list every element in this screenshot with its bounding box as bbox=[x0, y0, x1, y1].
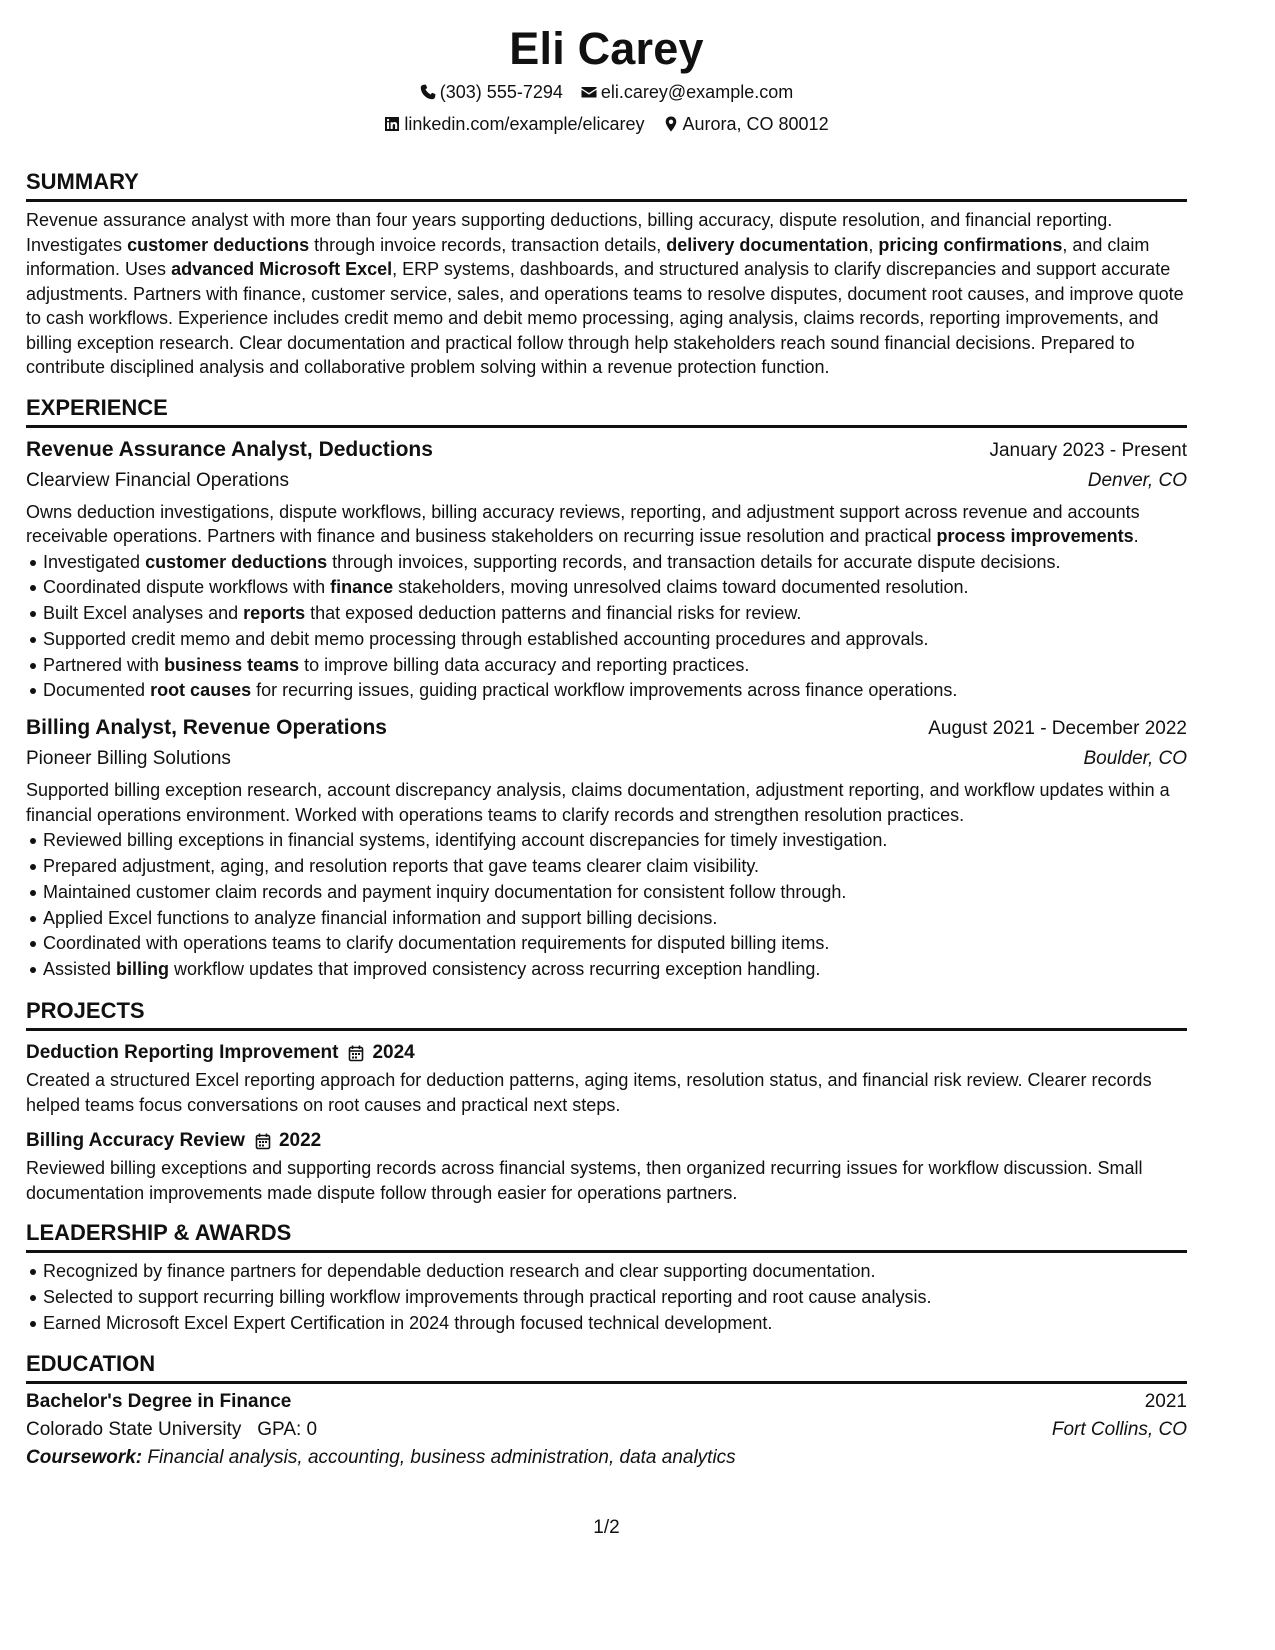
bullet-item: Applied Excel functions to analyze financial information and support billing decisions. bbox=[26, 906, 1187, 932]
bullet-item: Assisted billing workflow updates that improved consistency across recurring exception handling. bbox=[26, 957, 1187, 983]
bullet-item: Investigated customer deductions through invoices, supporting records, and transaction details for accurate dispute decisions. bbox=[26, 550, 1187, 576]
job-location: Denver, CO bbox=[1087, 469, 1187, 491]
linkedin-contact[interactable] bbox=[384, 112, 644, 136]
job-description: Supported billing exception research, account discrepancy analysis, claims documentation, adjustment reporting, and workflow updates within a financial operations environment. Worked with operations teams to clarify records and strengthen resolution practices. bbox=[26, 780, 1170, 825]
bullet-item: Coordinated with operations teams to clarify documentation requirements for disputed billing items. bbox=[26, 931, 1187, 957]
job-title: Billing Analyst, Revenue Operations bbox=[26, 716, 387, 740]
section-title-education: EDUCATION bbox=[26, 1350, 1187, 1384]
section-title-leadership: LEADERSHIP & AWARDS bbox=[26, 1219, 1187, 1253]
bullet-item: Earned Microsoft Excel Expert Certification in 2024 through focused technical development. bbox=[26, 1311, 1187, 1337]
bullet-item: Selected to support recurring billing workflow improvements through practical reporting and root cause analysis. bbox=[26, 1285, 1187, 1311]
candidate-name: Eli Carey bbox=[509, 23, 704, 74]
project-entry bbox=[26, 1127, 1187, 1205]
bullet-item: Built Excel analyses and reports that exposed deduction patterns and financial risks for review. bbox=[26, 601, 1187, 627]
calendar-icon bbox=[255, 1133, 271, 1150]
section-title-projects: PROJECTS bbox=[26, 997, 1187, 1031]
map-pin-icon bbox=[663, 116, 679, 132]
bullet-item: Reviewed billing exceptions in financial systems, identifying account discrepancies for timely investigation. bbox=[26, 828, 1187, 854]
experience-section bbox=[26, 394, 1187, 984]
phone-contact bbox=[420, 80, 563, 104]
bullet-item: Prepared adjustment, aging, and resolution reports that gave teams clearer claim visibility. bbox=[26, 854, 1187, 880]
summary-text: Revenue assurance analyst with more than four years supporting deductions, billing accuracy, dispute resolution, and financial reporting. Investigates customer deductions through invoice records, transaction details, delivery documentation, pricing confirmations, and claim information. Uses advanced Microsoft Excel, ERP systems, dashboards, and structured analysis to clarify discrepancies and support accurate adjustments. Partners with finance, customer service, sales, and operations teams to resolve disputes, document root causes, and improve quote to cash workflows. Experience includes credit memo and debit memo processing, aging analysis, claims records, reporting improvements, and billing exception research. Clear documentation and practical follow through help stakeholders reach sound financial decisions. Prepared to contribute disciplined analysis and collaborative problem solving within a revenue protection function. bbox=[26, 210, 1184, 377]
project-entry bbox=[26, 1039, 1187, 1117]
project-description: Reviewed billing exceptions and supporting records across financial systems, then organized recurring issues for workflow discussion. Small documentation improvements made dispute follow through easier for operations partners. bbox=[26, 1158, 1143, 1203]
linkedin-text[interactable]: linkedin.com/example/elicarey bbox=[404, 114, 645, 134]
bullet-item: Recognized by finance partners for dependable deduction research and clear supporting documentation. bbox=[26, 1259, 1187, 1285]
bullet-item: Documented root causes for recurring issues, guiding practical workflow improvements across finance operations. bbox=[26, 678, 1187, 704]
job-company: Pioneer Billing Solutions bbox=[26, 748, 231, 770]
projects-section bbox=[26, 997, 1187, 1205]
email-contact[interactable] bbox=[581, 80, 793, 104]
phone-text: (303) 555-7294 bbox=[439, 82, 563, 102]
leadership-section bbox=[26, 1219, 1187, 1336]
gpa-text: GPA: 0 bbox=[257, 1418, 318, 1440]
project-name: Deduction Reporting Improvement bbox=[26, 1042, 339, 1064]
bullet-item: Partnered with business teams to improve billing data accuracy and reporting practices. bbox=[26, 653, 1187, 679]
location-contact bbox=[663, 112, 829, 136]
project-year: 2022 bbox=[278, 1130, 322, 1152]
bullet-item: Supported credit memo and debit memo processing through established accounting procedures and approvals. bbox=[26, 627, 1187, 653]
job-title: Revenue Assurance Analyst, Deductions bbox=[26, 437, 433, 461]
graduation-year: 2021 bbox=[1144, 1391, 1187, 1413]
job-entry bbox=[26, 436, 1187, 705]
linkedin-icon bbox=[384, 116, 400, 132]
phone-icon bbox=[420, 84, 436, 100]
leadership-bullets bbox=[26, 1259, 1187, 1336]
envelope-icon bbox=[581, 84, 597, 100]
job-bullets bbox=[26, 828, 1187, 983]
project-description: Created a structured Excel reporting approach for deduction patterns, aging items, resolution status, and financial risk review. Clearer records helped teams focus conversations on root causes and practical next steps. bbox=[26, 1070, 1152, 1115]
email-text[interactable]: eli.carey@example.com bbox=[600, 82, 794, 102]
project-year: 2024 bbox=[372, 1042, 415, 1064]
location-text: Aurora, CO 80012 bbox=[682, 114, 829, 134]
contact-row-2 bbox=[26, 112, 1187, 136]
job-bullets bbox=[26, 550, 1187, 705]
job-description: Owns deduction investigations, dispute workflows, billing accuracy reviews, reporting, and adjustment support across revenue and accounts receivable operations. Partners with finance and business stakeholders on recurring issue resolution and practical process improvements. bbox=[26, 501, 1140, 546]
job-company: Clearview Financial Operations bbox=[26, 469, 289, 491]
degree-title: Bachelor's Degree in Finance bbox=[26, 1391, 292, 1413]
summary-section bbox=[26, 168, 1187, 380]
job-entry bbox=[26, 714, 1187, 983]
school-name: Colorado State University bbox=[26, 1418, 242, 1440]
calendar-icon bbox=[348, 1045, 364, 1062]
education-section bbox=[26, 1350, 1187, 1470]
section-title-experience: EXPERIENCE bbox=[26, 394, 1187, 428]
bullet-item: Maintained customer claim records and payment inquiry documentation for consistent follow through. bbox=[26, 880, 1187, 906]
contact-row-1 bbox=[26, 80, 1187, 104]
education-entry bbox=[26, 1390, 1187, 1470]
job-location: Boulder, CO bbox=[1083, 748, 1187, 770]
job-dates: January 2023 - Present bbox=[989, 439, 1187, 461]
coursework: Coursework: Financial analysis, accounting, business administration, data analytics bbox=[26, 1446, 736, 1468]
page-number: 1/2 bbox=[593, 1517, 620, 1538]
section-title-summary: SUMMARY bbox=[26, 168, 1187, 202]
school-location: Fort Collins, CO bbox=[1051, 1418, 1187, 1440]
project-name: Billing Accuracy Review bbox=[26, 1130, 245, 1152]
job-dates: August 2021 - December 2022 bbox=[928, 718, 1187, 740]
bullet-item: Coordinated dispute workflows with finance stakeholders, moving unresolved claims toward documented resolution. bbox=[26, 575, 1187, 601]
